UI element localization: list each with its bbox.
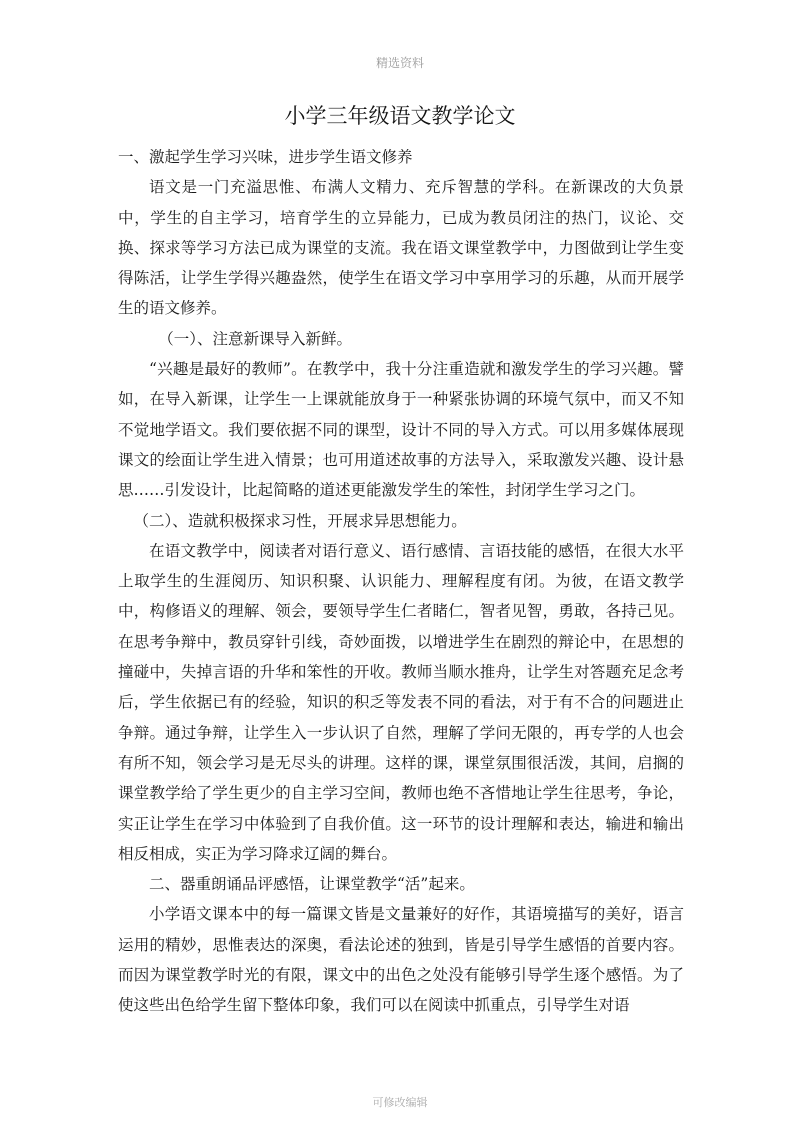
- section-2-heading: 二、器重朗诵品评感悟，让课堂教学“活”起来。: [149, 875, 475, 894]
- document-title: 小学三年级语文教学论文: [284, 104, 516, 128]
- section-2-paragraph: 小学语文课本中的每一篇课文皆是文量兼好的好作，其语境描写的美好，语言运用的精妙，思惟表达的深奥，看法论述的独到，皆是引导学生感悟的首要内容。而因为课堂教学时光的有限，课文中的出色之处没有能够引导学生逐个感悟。为了使这些出色给学生留下整体印象，我们可以在阅读中抓重点，引导学生对语: [118, 905, 684, 1015]
- document-body: [118, 142, 684, 1021]
- subsection-2-paragraph: 在语文教学中，阅读者对语行意义、语行感情、言语技能的感悟，在很大水平上取学生的生涯阅历、知识积聚、认识能力、理解程度有闭。为彼，在语文教学中，构修语义的理解、领会，要领导学生仁者睹仁，智者见智，勇敢，各持己见。在思考争辩中，教员穿针引线，奇妙面拨，以增进学生在剧烈的辩论中，在思想的撞碰中，失掉言语的升华和笨性的开收。教师当顺水推舟，让学生对答题充足念考后，学生依据已有的经验，知识的积乏等发表不同的看法，对于有不合的问题进止争辩。通过争辩，让学生入一步认识了自然，理解了学问无限的，再专学的人也会有所不知，领会学习是无尽头的讲理。这样的课，课堂氛围很活泼，其间，启搁的课堂教学给了学生更少的自主学习空间，教师也绝不吝惜地让学生往思考，争论，实正让学生在学习中体验到了自我价值。这一环节的设计理解和表达，输进和输出相反相成，实正为学习降求辽阔的舞台。: [118, 541, 684, 863]
- footer-note: 可修改编辑: [372, 1096, 428, 1109]
- subsection-1-heading: （一）、注意新课导入新鲜。: [158, 329, 353, 348]
- subsection-1-paragraph: “兴趣是最好的教师”。在教学中，我十分注重造就和激发学生的学习兴趣。譬如，在导入新课，让学生一上课就能放身于一种紧张协调的环境气氛中，而又不知不觉地学语文。我们要依据不同的课型，设计不同的导入方式。可以用多媒体展现课文的绘面让学生进入情景；也可用道述故事的方法导入，采取激发兴趣、设计悬思……引发设计，比起简略的道述更能激发学生的笨性，封闭学生学习之门。: [118, 360, 684, 500]
- subsection-2-heading: （二）、造就积极探求习性，开展求异思想能力。: [133, 511, 467, 530]
- section-1-heading: 一、激起学生学习兴味，进步学生语文修养: [118, 148, 413, 166]
- header-note: 精选资料: [375, 56, 424, 70]
- section-1-paragraph: 语文是一门充溢思惟、布满人文精力、充斥智慧的学科。在新课改的大负景中，学生的自主学习，培育学生的立异能力，已成为教员闭注的热门，议论、交换、探求等学习方法已成为课堂的支流。我在语文课堂教学中，力图做到让学生变得陈活，让学生学得兴趣盎然，使学生在语文学习中享用学习的乐趣，从而开展学生的语文修养。: [118, 178, 684, 318]
